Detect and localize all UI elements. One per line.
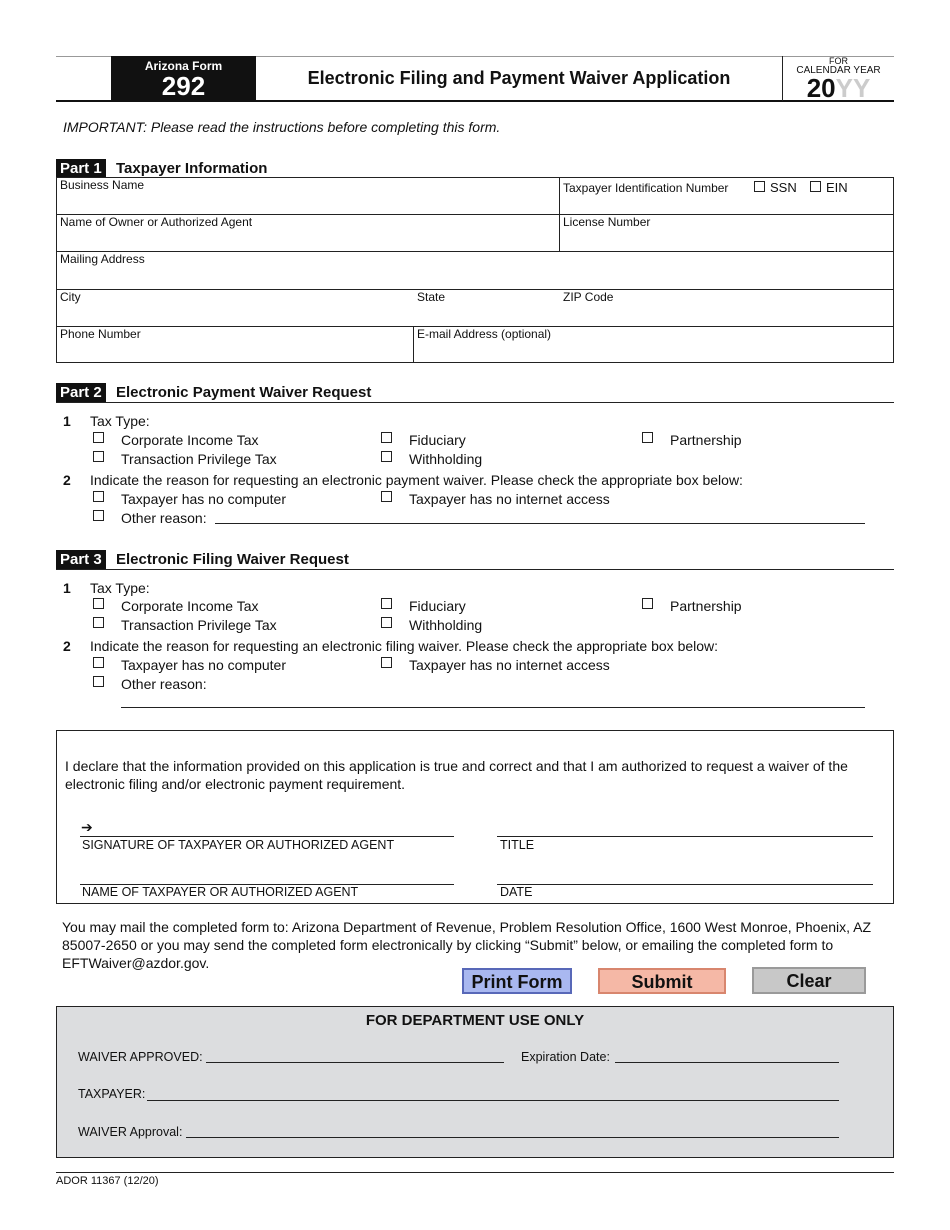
ssn-label: SSN: [770, 180, 797, 195]
p2-withholding-checkbox[interactable]: [381, 451, 392, 462]
state-field[interactable]: [414, 290, 560, 326]
business-name-label: Business Name: [60, 178, 145, 192]
p2-fiduciary-label: Fiduciary: [409, 432, 466, 448]
form-title: Electronic Filing and Payment Waiver Application: [307, 68, 731, 88]
p3-partnership-label: Partnership: [670, 598, 742, 614]
mailing-address-field[interactable]: [57, 252, 893, 289]
signature-line[interactable]: [80, 836, 454, 837]
part1-title: Taxpayer Information: [116, 160, 268, 177]
important-note: IMPORTANT: Please read the instructions before completing this form.: [63, 119, 501, 135]
year-prefix: 20: [806, 73, 836, 103]
p2-no-internet-checkbox[interactable]: [381, 491, 392, 502]
form-number-box: [111, 56, 256, 101]
waiver-approval-line[interactable]: [186, 1137, 839, 1138]
p3-no-internet-label: Taxpayer has no internet access: [409, 657, 610, 673]
ein-label: EIN: [826, 180, 848, 195]
p2-fiduciary-checkbox[interactable]: [381, 432, 392, 443]
expiration-date-label: Expiration Date:: [521, 1050, 610, 1064]
part2-label: Part 2: [56, 383, 106, 402]
p2-other-reason-input[interactable]: [215, 523, 865, 524]
city-field[interactable]: [57, 290, 413, 326]
p2-no-computer-checkbox[interactable]: [93, 491, 104, 502]
taxpayer-line[interactable]: [147, 1100, 839, 1101]
part3-label: Part 3: [56, 550, 106, 569]
zip-field[interactable]: [560, 290, 893, 326]
p3-other-label: Other reason:: [121, 676, 207, 692]
submit-button[interactable]: Submit: [598, 968, 726, 994]
mail-instructions: You may mail the completed form to: Arizona Department of Revenue, Problem Resolution Office, 1600 West Monroe, Phoenix, AZ 85007-2650 or you may send the completed form electronically by clicking “Submit” below, or emailing the completed form to EFTWaiver@azdor.gov.: [62, 919, 872, 971]
phone-field[interactable]: [57, 327, 413, 362]
p3-no-internet-checkbox[interactable]: [381, 657, 392, 668]
zip-label: ZIP Code: [563, 290, 614, 304]
declaration-text: I declare that the information provided on this application is true and correct and that I am authorized to request a waiver of the electronic filing and/or electronic payment requirement.: [65, 758, 848, 792]
state-label: State: [417, 290, 446, 304]
part2-title: Electronic Payment Waiver Request: [116, 384, 372, 401]
p3-no-computer-checkbox[interactable]: [93, 657, 104, 668]
license-label: License Number: [563, 215, 651, 229]
part1-label: Part 1: [56, 159, 106, 178]
part2-q2-text: Indicate the reason for requesting an electronic payment waiver. Please check the appropriate box below:: [90, 472, 743, 488]
part2-rule: [56, 402, 894, 403]
phone-label: Phone Number: [60, 327, 141, 341]
footer-code: ADOR 11367 (12/20): [56, 1175, 159, 1187]
form-number: 292: [161, 71, 206, 101]
dept-use-title: FOR DEPARTMENT USE ONLY: [365, 1012, 585, 1029]
clear-button[interactable]: Clear: [752, 967, 866, 994]
license-field[interactable]: [560, 215, 893, 251]
ein-checkbox[interactable]: [810, 181, 821, 192]
title-line[interactable]: [497, 836, 873, 837]
p2-no-internet-label: Taxpayer has no internet access: [409, 491, 610, 507]
signature-label: SIGNATURE OF TAXPAYER OR AUTHORIZED AGENT: [82, 838, 395, 852]
waiver-approved-label: WAIVER APPROVED:: [78, 1050, 203, 1064]
p2-partnership-label: Partnership: [670, 432, 742, 448]
owner-label: Name of Owner or Authorized Agent: [60, 215, 253, 229]
p3-other-checkbox[interactable]: [93, 676, 104, 687]
p2-corp-checkbox[interactable]: [93, 432, 104, 443]
p2-tpt-label: Transaction Privilege Tax: [121, 451, 277, 467]
p3-partnership-checkbox[interactable]: [642, 598, 653, 609]
date-line[interactable]: [497, 884, 873, 885]
p2-other-label: Other reason:: [121, 510, 207, 526]
business-name-field[interactable]: [57, 178, 559, 214]
title-label: TITLE: [500, 838, 535, 852]
part3-rule: [56, 569, 894, 570]
owner-field[interactable]: [57, 215, 559, 251]
expiration-date-line[interactable]: [615, 1062, 839, 1063]
p3-withholding-label: Withholding: [409, 617, 483, 633]
date-label: DATE: [500, 885, 533, 899]
year-suffix: YY: [835, 73, 871, 103]
city-label: City: [60, 290, 81, 304]
part3-q1-text: Tax Type:: [90, 580, 150, 596]
p2-no-computer-label: Taxpayer has no computer: [121, 491, 286, 507]
email-field[interactable]: [414, 327, 893, 362]
part3-title: Electronic Filing Waiver Request: [116, 551, 349, 568]
year-for: FOR: [829, 56, 848, 66]
p3-fiduciary-label: Fiduciary: [409, 598, 466, 614]
taxpayer-label: TAXPAYER:: [78, 1087, 146, 1101]
part2-q1-number: 1: [63, 413, 71, 429]
mailing-address-label: Mailing Address: [60, 252, 145, 266]
form-label: Arizona Form: [144, 59, 223, 73]
part2-q2-number: 2: [63, 472, 71, 488]
p3-tpt-checkbox[interactable]: [93, 617, 104, 628]
p2-other-checkbox[interactable]: [93, 510, 104, 521]
email-label: E-mail Address (optional): [417, 327, 552, 341]
year-label: CALENDAR YEAR: [796, 65, 881, 76]
ssn-checkbox[interactable]: [754, 181, 765, 192]
p3-corp-checkbox[interactable]: [93, 598, 104, 609]
p3-fiduciary-checkbox[interactable]: [381, 598, 392, 609]
part3-q2-number: 2: [63, 638, 71, 654]
part3-q2-text: Indicate the reason for requesting an electronic filing waiver. Please check the appropriate box below:: [90, 638, 719, 654]
p3-no-computer-label: Taxpayer has no computer: [121, 657, 286, 673]
year-box: [783, 56, 894, 103]
p2-partnership-checkbox[interactable]: [642, 432, 653, 443]
part3-q1-number: 1: [63, 580, 71, 596]
waiver-approved-line[interactable]: [206, 1062, 504, 1063]
signature-arrow-icon: ➔: [81, 819, 93, 835]
print-form-button[interactable]: Print Form: [462, 968, 572, 994]
footer-rule: [56, 1172, 894, 1173]
p2-tpt-checkbox[interactable]: [93, 451, 104, 462]
p2-withholding-label: Withholding: [409, 451, 483, 467]
name-label: NAME OF TAXPAYER OR AUTHORIZED AGENT: [82, 885, 359, 899]
part2-q1-text: Tax Type:: [90, 413, 150, 429]
p3-other-reason-input[interactable]: [121, 707, 865, 708]
p3-withholding-checkbox[interactable]: [381, 617, 392, 628]
year-value: [783, 73, 894, 103]
tin-label: Taxpayer Identification Number: [563, 181, 729, 195]
p3-tpt-label: Transaction Privilege Tax: [121, 617, 277, 633]
waiver-approval-label: WAIVER Approval:: [78, 1125, 183, 1139]
p3-corp-label: Corporate Income Tax: [121, 598, 259, 614]
p2-corp-label: Corporate Income Tax: [121, 432, 259, 448]
